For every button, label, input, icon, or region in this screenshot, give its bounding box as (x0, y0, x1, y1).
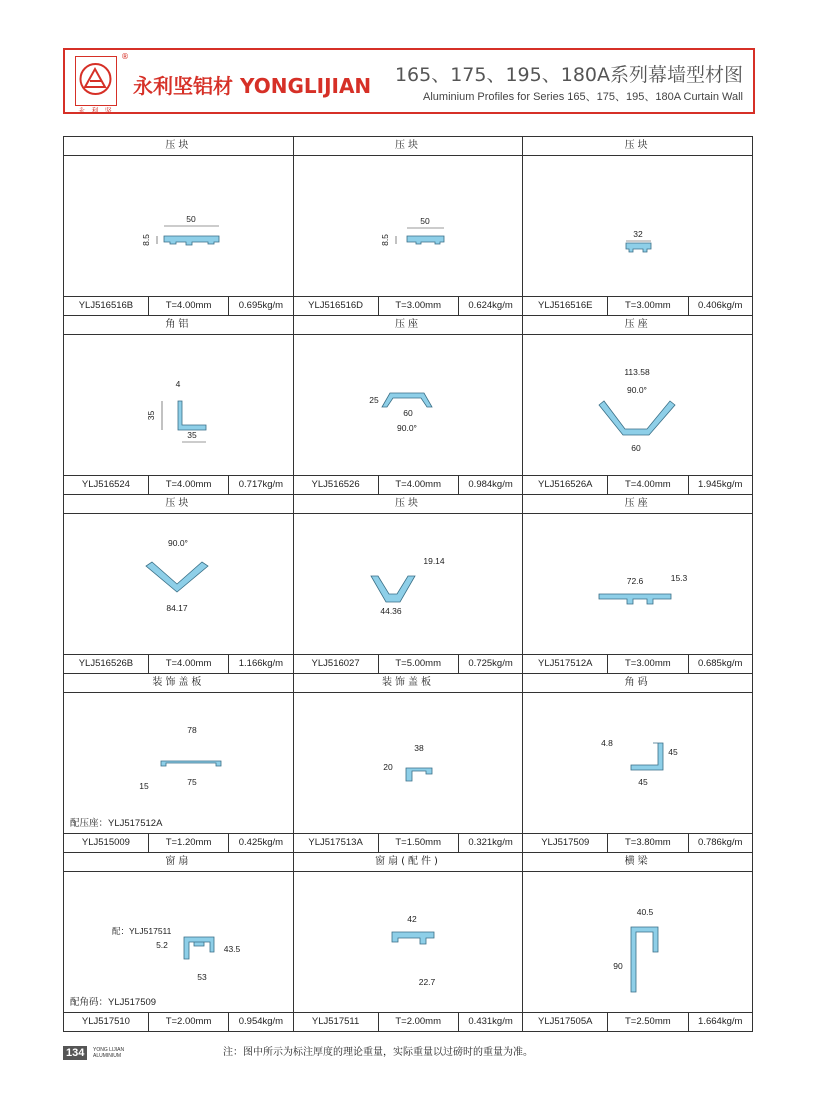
profile-drawing (64, 872, 293, 1012)
footer-logo-line2: ALUMINIUM (93, 1053, 122, 1059)
profile-row (63, 673, 755, 852)
profile-grid (63, 136, 755, 1031)
profile-thickness: T=4.00mm (379, 476, 459, 494)
profile-name: 压块 (64, 137, 293, 156)
profile-drawing (64, 514, 293, 654)
profile-svg (523, 514, 751, 654)
profile-svg (294, 872, 522, 1012)
profile-weight: 1.945kg/m (698, 479, 743, 490)
profile-drawing (64, 156, 293, 296)
profile-code: YLJ516526 (294, 476, 379, 494)
spec-bar (64, 833, 293, 852)
profile-section (371, 576, 415, 602)
profile-card (293, 673, 524, 853)
profile-svg (64, 514, 292, 654)
dimension-label: 4 (175, 379, 181, 389)
dimension-label: 50 (419, 216, 430, 226)
profile-weight: 1.166kg/m (238, 658, 284, 669)
profile-section (178, 401, 206, 430)
dimension-label: 8.5 (141, 234, 151, 246)
page-title: 165、175、195、180A系列幕墙型材图 (394, 64, 743, 86)
profile-thickness: T=3.00mm (379, 297, 459, 315)
dimension-label: 42 (406, 914, 417, 924)
profile-name: 压块 (294, 137, 523, 156)
dimension-label: 4.8 (601, 738, 614, 748)
dimension-label: 75 (187, 777, 197, 787)
profile-weight: 0.406kg/m (698, 300, 743, 311)
profile-name: 装饰盖板 (294, 674, 523, 693)
profile-card (522, 494, 753, 674)
dimension-label: 60 (631, 443, 642, 453)
profile-name: 压块 (64, 495, 293, 514)
profile-section (626, 243, 651, 252)
profile-thickness: T=4.00mm (149, 297, 229, 315)
profile-card (63, 136, 294, 316)
profile-section (631, 743, 663, 770)
footer-logo-line1: YONG LIJIAN (93, 1047, 125, 1053)
dimension-label: 45 (638, 777, 649, 787)
profile-section (631, 927, 658, 992)
spec-bar (64, 475, 293, 494)
spec-bar (294, 475, 523, 494)
dimension-label: 5.2 (156, 940, 168, 950)
spec-bar (294, 296, 523, 315)
profile-section (382, 393, 432, 407)
dimension-label: 38 (413, 743, 424, 753)
logo-subtext: 永 利 坚 (78, 107, 114, 115)
profile-code: YLJ516526A (523, 476, 608, 494)
profile-weight: 0.717kg/m (238, 479, 284, 490)
profile-drawing (294, 693, 523, 833)
profile-code: YLJ516526B (64, 655, 149, 673)
dimension-label: 43.5 (223, 944, 241, 954)
profile-section (164, 236, 219, 245)
dimension-label: 15.3 (671, 573, 688, 583)
profile-svg (523, 693, 751, 833)
profile-row (63, 852, 755, 1031)
page-number: 134 (63, 1046, 87, 1060)
brand-name: 永利坚铝材 YONGLIJIAN (133, 74, 372, 98)
profile-svg (294, 514, 522, 654)
profile-name: 横梁 (523, 853, 752, 872)
profile-card (63, 494, 294, 674)
profile-card (522, 136, 753, 316)
profile-card (293, 494, 524, 674)
profile-weight: 0.984kg/m (468, 479, 513, 490)
profile-weight: 0.954kg/m (238, 1016, 284, 1027)
profile-svg (294, 693, 522, 833)
profile-weight: 0.431kg/m (468, 1016, 513, 1027)
profile-name: 窗扇 (64, 853, 293, 872)
profile-row (63, 494, 755, 673)
profile-weight: 0.725kg/m (468, 658, 513, 669)
profile-card (63, 852, 294, 1032)
dimension-label: 44.36 (380, 606, 402, 616)
profile-row (63, 315, 755, 494)
profile-card (522, 852, 753, 1032)
dimension-label: 35 (146, 410, 156, 421)
profile-name: 装饰盖板 (64, 674, 293, 693)
profile-drawing (523, 693, 752, 833)
profile-code: YLJ517510 (64, 1013, 149, 1031)
profile-name: 角铝 (64, 316, 293, 335)
dimension-label: 20 (382, 762, 393, 772)
profile-drawing (523, 335, 752, 475)
spec-bar (523, 296, 752, 315)
profile-code: YLJ516516E (523, 297, 608, 315)
profile-weight: 1.664kg/m (698, 1016, 743, 1027)
profile-note: 配压座：YLJ517512A (70, 818, 163, 829)
profile-card (293, 852, 524, 1032)
spec-bar (294, 654, 523, 673)
dimension-label: 8.5 (379, 234, 390, 246)
profile-card (293, 315, 524, 495)
profile-card (63, 673, 294, 853)
profile-svg (523, 335, 751, 475)
profile-svg (523, 872, 751, 1012)
profile-name: 角码 (523, 674, 752, 693)
profile-code: YLJ517505A (523, 1013, 608, 1031)
profile-drawing (64, 335, 293, 475)
profile-section (146, 562, 208, 592)
profile-code: YLJ517513A (294, 834, 379, 852)
profile-drawing (64, 693, 293, 833)
dimension-label: 45 (668, 747, 679, 757)
profile-drawing (523, 872, 752, 1012)
spec-bar (523, 833, 752, 852)
profile-thickness: T=3.00mm (608, 297, 688, 315)
profile-code: YLJ516516B (64, 297, 149, 315)
profile-drawing (294, 514, 523, 654)
profile-thickness: T=4.00mm (149, 655, 229, 673)
dimension-label: 90.0° (627, 385, 648, 395)
profile-svg (64, 693, 292, 833)
spec-bar (523, 1012, 752, 1031)
profile-name: 压块 (294, 495, 523, 514)
brand-logo (75, 56, 117, 106)
spec-bar (64, 1012, 293, 1031)
dimension-label: 78 (187, 725, 197, 735)
profile-name: 压座 (523, 316, 752, 335)
dimension-label: 84.17 (166, 603, 188, 613)
profile-thickness: T=3.00mm (608, 655, 688, 673)
profile-card (293, 136, 524, 316)
profile-thickness: T=2.00mm (379, 1013, 459, 1031)
profile-name: 窗扇(配件) (294, 853, 523, 872)
dimension-label: 25 (368, 395, 379, 405)
dimension-label: 60 (402, 408, 413, 418)
profile-name: 压座 (294, 316, 523, 335)
profile-section (406, 768, 432, 781)
spec-bar (64, 654, 293, 673)
profile-svg (294, 156, 522, 296)
spec-bar (64, 296, 293, 315)
profile-note: 配角码：YLJ517509 (70, 997, 157, 1008)
profile-svg (294, 335, 522, 475)
profile-thickness: T=1.50mm (379, 834, 459, 852)
profile-card (522, 673, 753, 853)
profile-thickness: T=1.20mm (149, 834, 229, 852)
dimension-label: 15 (139, 781, 149, 791)
spec-bar (523, 654, 752, 673)
profile-thickness: T=3.80mm (608, 834, 688, 852)
profile-section (184, 937, 214, 959)
profile-drawing (294, 335, 523, 475)
dimension-label: 32 (633, 229, 644, 239)
profile-drawing (294, 156, 523, 296)
profile-code: YLJ516516D (294, 297, 379, 315)
profile-weight: 0.695kg/m (238, 300, 284, 311)
mating-part-label: 配：YLJ517511 (112, 926, 172, 936)
profile-drawing (294, 872, 523, 1012)
registered-mark: ® (121, 52, 129, 61)
spec-bar (294, 1012, 523, 1031)
dimension-label: 50 (186, 214, 196, 224)
dimension-label: 113.58 (624, 367, 650, 377)
profile-section (392, 932, 434, 944)
profile-weight: 0.685kg/m (698, 658, 743, 669)
profile-section (599, 401, 675, 435)
footer-note: 注：图中所示为标注厚度的理论重量，实际重量以过磅时的重量为准。 (223, 1047, 533, 1058)
page-subtitle: Aluminium Profiles for Series 165、175、195、180A Curtain Wall (423, 91, 743, 103)
dimension-label: 72.6 (627, 576, 644, 586)
profile-code: YLJ517511 (294, 1013, 379, 1031)
profile-drawing (523, 514, 752, 654)
profile-name: 压座 (523, 495, 752, 514)
profile-thickness: T=4.00mm (608, 476, 688, 494)
profile-weight: 0.624kg/m (468, 300, 513, 311)
profile-thickness: T=2.50mm (608, 1013, 688, 1031)
profile-svg (64, 872, 292, 1012)
dimension-label: 53 (197, 972, 207, 982)
dimension-label: 90.0° (396, 423, 417, 433)
profile-weight: 0.321kg/m (468, 837, 513, 848)
footer-logo (93, 1047, 124, 1059)
dimension-label: 22.7 (418, 977, 435, 987)
profile-section (407, 236, 444, 244)
dimension-label: 40.5 (637, 907, 654, 917)
profile-svg (64, 335, 292, 475)
profile-section (599, 594, 671, 604)
profile-code: YLJ515009 (64, 834, 149, 852)
dimension-label: 90.0° (168, 538, 188, 548)
profile-svg (64, 156, 292, 296)
profile-code: YLJ516027 (294, 655, 379, 673)
profile-code: YLJ517512A (523, 655, 608, 673)
dimension-label: 19.14 (423, 556, 445, 566)
profile-card (522, 315, 753, 495)
profile-weight: 0.786kg/m (698, 837, 743, 848)
profile-drawing (523, 156, 752, 296)
profile-row (63, 136, 755, 315)
profile-section (161, 761, 221, 766)
profile-code: YLJ517509 (523, 834, 608, 852)
dimension-label: 35 (187, 430, 197, 440)
page-header (63, 48, 755, 114)
spec-bar (523, 475, 752, 494)
profile-thickness: T=5.00mm (379, 655, 459, 673)
profile-name: 压块 (523, 137, 752, 156)
dimension-label: 90 (613, 961, 624, 971)
profile-svg (523, 156, 751, 296)
profile-thickness: T=4.00mm (149, 476, 229, 494)
profile-code: YLJ516524 (64, 476, 149, 494)
spec-bar (294, 833, 523, 852)
profile-card (63, 315, 294, 495)
page-footer (63, 1046, 755, 1062)
profile-thickness: T=2.00mm (149, 1013, 229, 1031)
profile-weight: 0.425kg/m (238, 837, 284, 848)
